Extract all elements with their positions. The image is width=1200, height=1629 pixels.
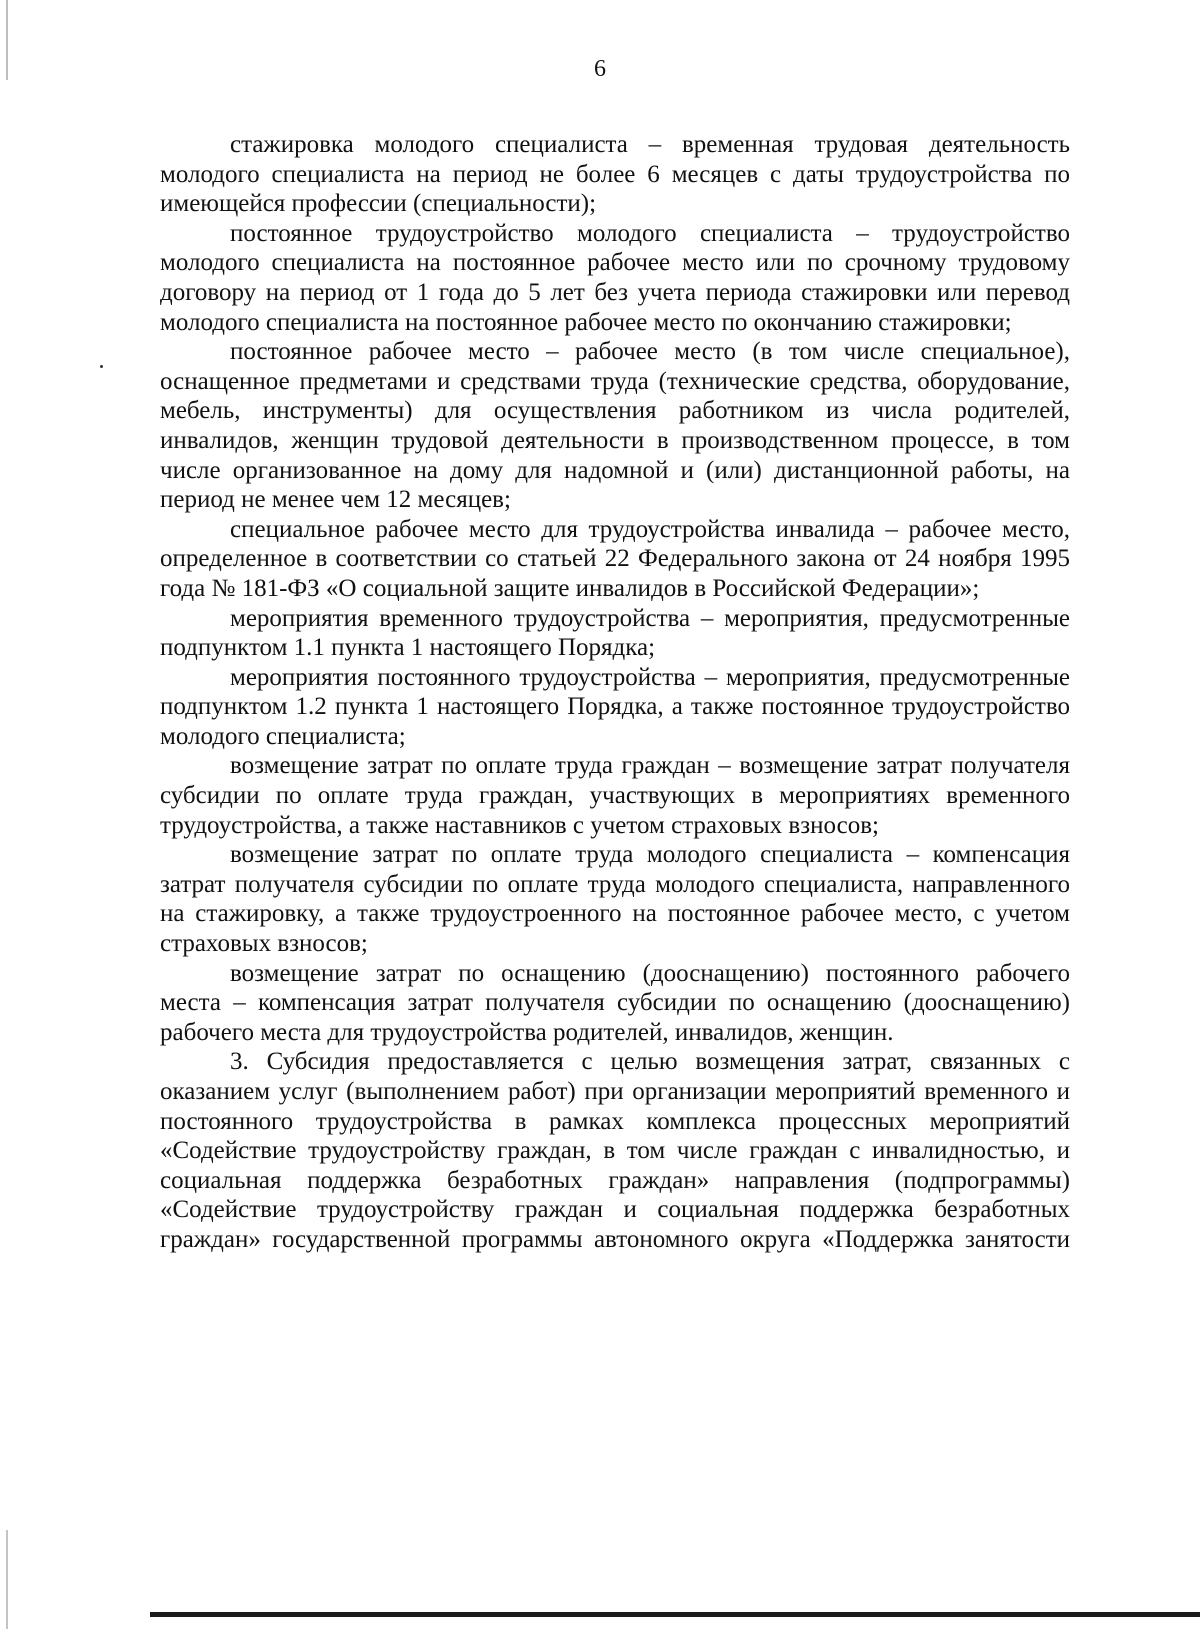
paragraph-permanent-workplace-definition: постоянное рабочее место – рабочее место (в том числе специальное), оснащенное предметами и средствами труда (технические средства, оборудование, мебель, инструменты) для осуществления работником из числа родителей, инвалидов, женщин трудовой деятельности в производственном процессе, в том числе организованное на дому для надомной и (или) дистанционной работы, на период не менее чем 12 месяцев;	[160, 338, 1070, 514]
document-body	[160, 130, 1070, 1255]
scan-bottom-border	[150, 1612, 1200, 1617]
paragraph-subsidy-purpose: 3. Субсидия предоставляется с целью возмещения затрат, связанных с оказанием услуг (выполнением работ) при организации мероприятий временного и постоянного трудоустройства в рамках комплекса процессных мероприятий «Содействие трудоустройству граждан, в том числе граждан с инвалидностью, и социальная поддержка безработных граждан» направления (подпрограммы) «Содействие трудоустройству граждан и социальная поддержка безработных граждан» государственной программы автономного округа «Поддержка занятости	[160, 1048, 1070, 1253]
paragraph-special-workplace-definition: специальное рабочее место для трудоустройства инвалида – рабочее место, определенное в соответствии со статьей 22 Федерального закона от 24 ноября 1995 года № 181-ФЗ «О социальной защите инвалидов в Российской Федерации»;	[160, 515, 1070, 602]
paragraph-permanent-employment-measures: мероприятия постоянного трудоустройства – мероприятия, предусмотренные подпунктом 1.2 пункта 1 настоящего Порядка, а также постоянное трудоустройство молодого специалиста;	[160, 663, 1070, 750]
paragraph-internship-definition: стажировка молодого специалиста – временная трудовая деятельность молодого специалиста на период не более 6 месяцев с даты трудоустройства по имеющейся профессии (специальности);	[160, 131, 1070, 218]
paragraph-labor-cost-reimbursement: возмещение затрат по оплате труда граждан – возмещение затрат получателя субсидии по оплате труда граждан, участвующих в мероприятиях временного трудоустройства, а также наставников с учетом страховых взносов;	[160, 752, 1070, 839]
paragraph-workplace-equipment-reimbursement: возмещение затрат по оснащению (дооснащению) постоянного рабочего места – компенсация затрат получателя субсидии по оснащению (дооснащению) рабочего места для трудоустройства родителей, инвалидов, женщин.	[160, 959, 1070, 1046]
paragraph-temporary-employment-measures: мероприятия временного трудоустройства – мероприятия, предусмотренные подпунктом 1.1 пункта 1 настоящего Порядка;	[160, 604, 1070, 662]
scan-left-edge-bottom	[6, 1530, 8, 1629]
scan-speck	[100, 365, 103, 368]
paragraph-young-specialist-cost-reimbursement: возмещение затрат по оплате труда молодого специалиста – компенсация затрат получателя субсидии по оплате труда молодого специалиста, направленного на стажировку, а также трудоустроенного на постоянное рабочее место, с учетом страховых взносов;	[160, 841, 1070, 958]
page-number: 6	[594, 56, 606, 82]
paragraph-permanent-employment-definition: постоянное трудоустройство молодого специалиста – трудоустройство молодого специалиста на постоянное рабочее место или по срочному трудовому договору на период от 1 года до 5 лет без учета периода стажировки или перевод молодого специалиста на постоянное рабочее место по окончанию стажировки;	[160, 219, 1070, 336]
